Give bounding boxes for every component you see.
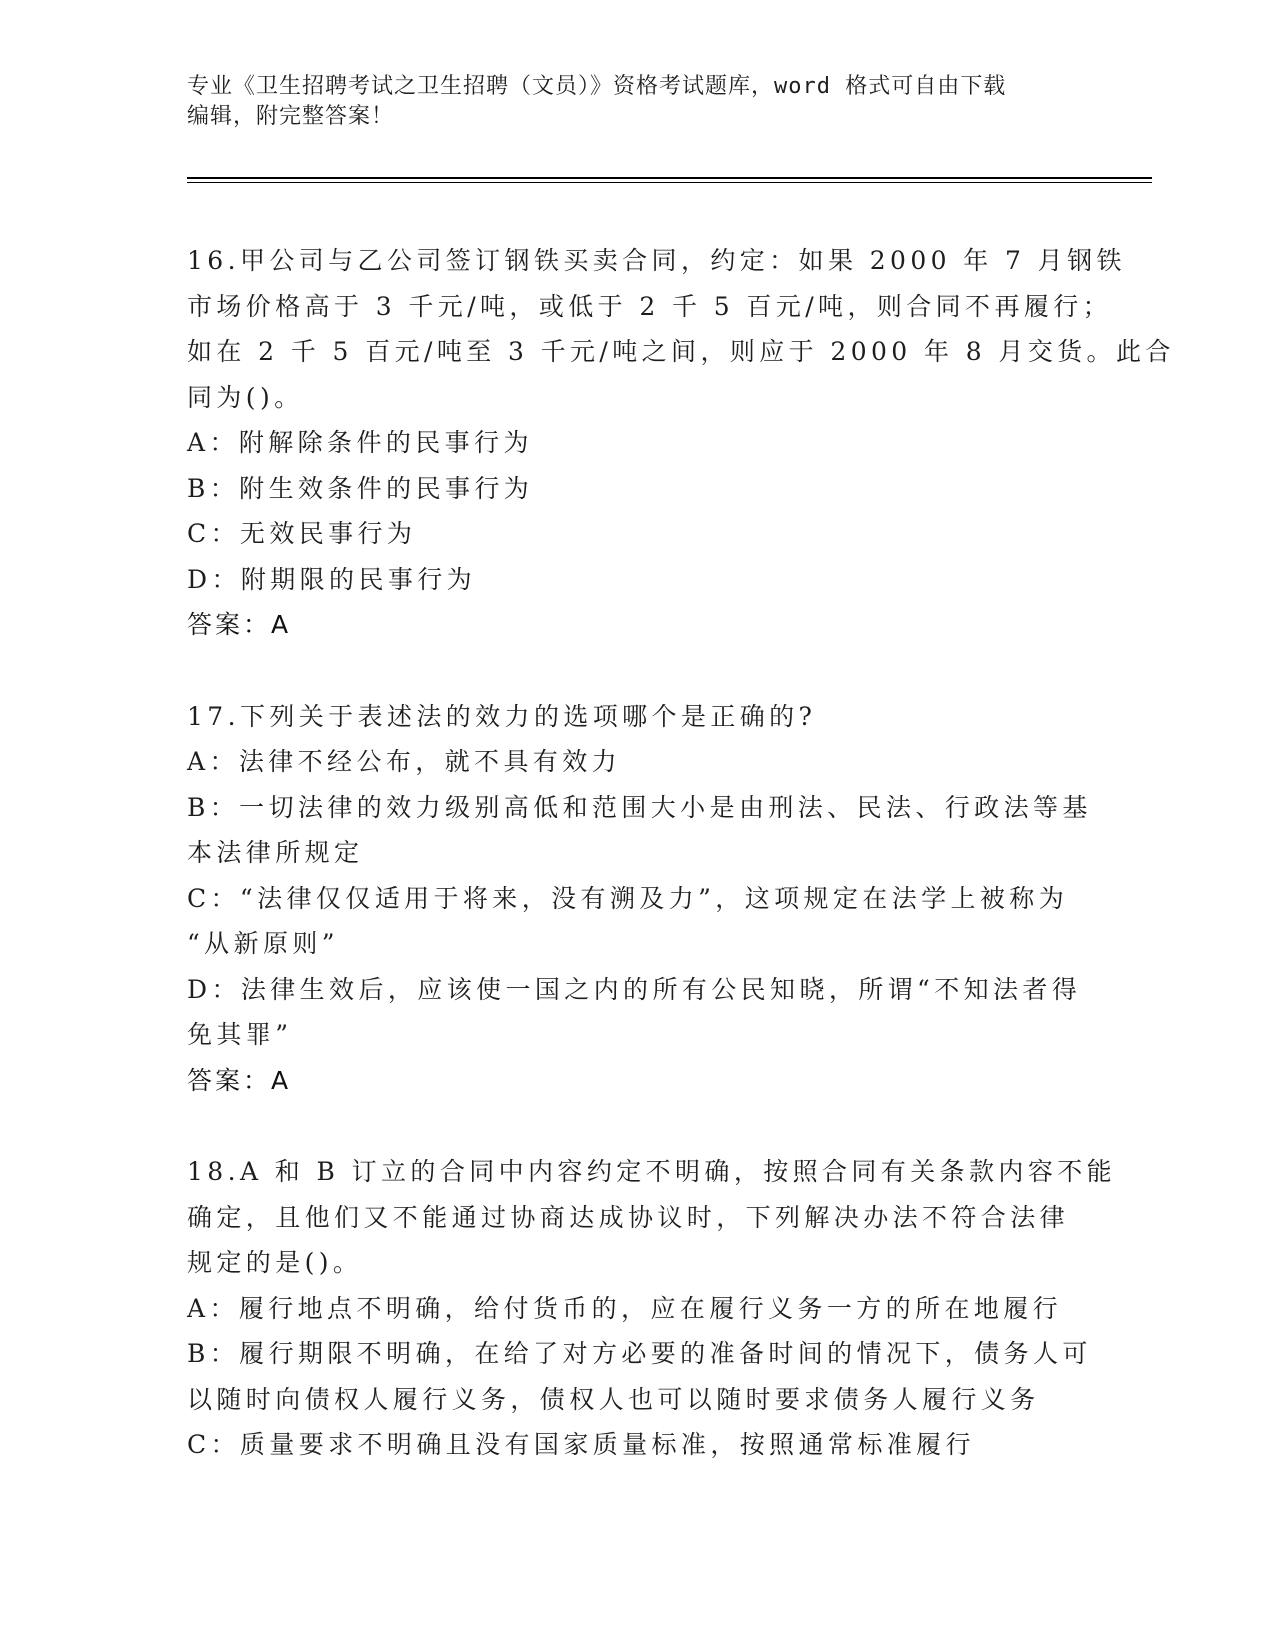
answer-option: B：附生效条件的民事行为 (187, 473, 534, 503)
header-line-1: 专业《卫生招聘考试之卫生招聘（文员）》资格考试题库，word 格式可自由下载 (187, 74, 1007, 99)
question-block (187, 694, 1092, 1104)
question-text-line: 规定的是()。 (187, 1248, 363, 1277)
question-text-line: “从新原则” (187, 929, 339, 958)
question-block (187, 238, 1175, 648)
answer-option: C：无效民事行为 (187, 519, 417, 548)
question-text-line: 确定，且他们又不能通过协商达成协议时，下列解决办法不符合法律 (187, 1202, 1070, 1232)
question-text-line: 以随时向债权人履行义务，债权人也可以随时要求债务人履行义务 (187, 1384, 1040, 1414)
question-text-line: 免其罪” (187, 1020, 293, 1049)
answer-option: A：履行地点不明确，给付货币的，应在履行义务一方的所在地履行 (187, 1293, 1063, 1323)
question-text-line: 本法律所规定 (187, 838, 364, 867)
answer-option: B：一切法律的效力级别高低和范围大小是由刑法、民法、行政法等基 (187, 792, 1092, 822)
document-header (187, 72, 1067, 132)
header-rule-thick (187, 177, 1152, 179)
question-block (187, 1149, 1117, 1468)
answer-option: A：法律不经公布，就不具有效力 (187, 747, 622, 776)
question-stem: 16.甲公司与乙公司签订钢铁买卖合同，约定：如果 2000 年 7 月钢铁 (187, 246, 1126, 275)
header-rule-thin (187, 182, 1152, 183)
header-line-2: 编辑，附完整答案！ (187, 104, 395, 129)
question-text-line: 市场价格高于 3 千元/吨，或低于 2 千 5 百元/吨，则合同不再履行； (187, 291, 1113, 321)
question-text-line: 同为()。 (187, 382, 304, 412)
answer-option: C：“法律仅仅适用于将来，没有溯及力”，这项规定在法学上被称为 (187, 883, 1069, 913)
question-list (187, 238, 1175, 1514)
answer-key: 答案：A (187, 610, 292, 639)
answer-option: C：质量要求不明确且没有国家质量标准，按照通常标准履行 (187, 1430, 975, 1459)
answer-option: B：履行期限不明确，在给了对方必要的准备时间的情况下，债务人可 (187, 1339, 1092, 1368)
answer-option: A：附解除条件的民事行为 (187, 428, 533, 457)
answer-key: 答案：A (187, 1065, 292, 1095)
answer-option: D：附期限的民事行为 (187, 564, 477, 594)
answer-option: D：法律生效后，应该使一国之内的所有公民知晓，所谓“不知法者得 (187, 974, 1082, 1004)
question-stem: 18.A 和 B 订立的合同中内容约定不明确，按照合同有关条款内容不能 (187, 1157, 1117, 1186)
question-stem: 17.下列关于表述法的效力的选项哪个是正确的? (187, 701, 817, 731)
question-text-line: 如在 2 千 5 百元/吨至 3 千元/吨之间，则应于 2000 年 8 月交货。此合 (187, 337, 1175, 366)
